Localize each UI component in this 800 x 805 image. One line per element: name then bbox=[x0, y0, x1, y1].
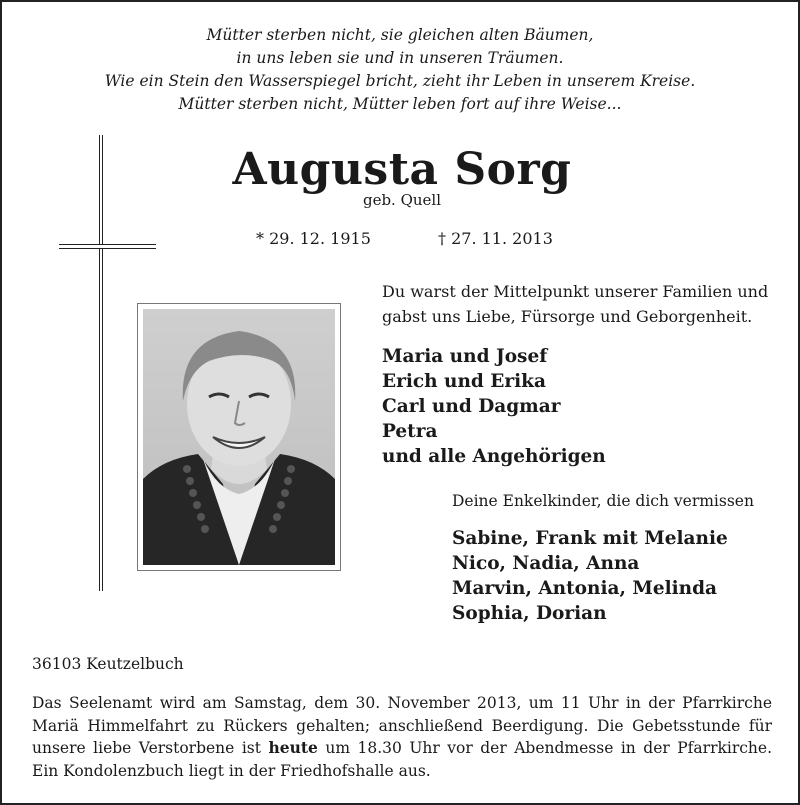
notice-text: um 18.30 Uhr vor der Abendmesse in der Pfarrkirche. bbox=[317, 739, 772, 757]
family-member: Carl und Dagmar bbox=[382, 396, 561, 417]
death-date: † 27. 11. 2013 bbox=[438, 229, 553, 248]
family-member: und alle Angehörigen bbox=[382, 446, 606, 467]
poem bbox=[2, 24, 798, 116]
family-member: Erich und Erika bbox=[382, 371, 546, 392]
grandchildren-line: Sabine, Frank mit Melanie bbox=[452, 528, 728, 549]
grandchildren-list bbox=[452, 526, 728, 626]
portrait-photo bbox=[137, 303, 341, 571]
cross-horizontal-beam bbox=[59, 244, 156, 249]
grandchildren-intro: Deine Enkelkinder, die dich vermissen bbox=[452, 492, 754, 510]
grandchildren-line: Nico, Nadia, Anna bbox=[452, 553, 640, 574]
family-member: Maria und Josef bbox=[382, 346, 548, 367]
notice-line bbox=[32, 737, 772, 760]
notice-line: Ein Kondolenzbuch liegt in der Friedhofshalle aus. bbox=[32, 761, 431, 780]
tribute-text bbox=[382, 279, 768, 329]
service-notice bbox=[32, 692, 772, 782]
address: 36103 Keutzelbuch bbox=[32, 655, 184, 673]
deceased-name: Augusta Sorg bbox=[232, 144, 572, 195]
notice-text: unsere liebe Verstorbene ist bbox=[32, 739, 269, 757]
notice-line: Mariä Himmelfahrt zu Rückers gehalten; anschließend Beerdigung. Die Gebetsstunde für bbox=[32, 716, 772, 735]
poem-line: Mütter sterben nicht, Mütter leben fort auf ihre Weise... bbox=[178, 95, 622, 113]
maiden-name: geb. Quell bbox=[362, 191, 442, 209]
portrait-image bbox=[143, 309, 335, 565]
tribute-line: gabst uns Liebe, Fürsorge und Geborgenheit. bbox=[382, 307, 753, 326]
birth-date: * 29. 12. 1915 bbox=[256, 229, 371, 248]
poem-line: Wie ein Stein den Wasserspiegel bricht, zieht ihr Leben in unserem Kreise. bbox=[104, 72, 696, 90]
notice-emphasis: heute bbox=[268, 738, 318, 757]
family-member: Petra bbox=[382, 421, 438, 442]
tribute-line: Du warst der Mittelpunkt unserer Familien und bbox=[382, 282, 769, 301]
grandchildren-line: Sophia, Dorian bbox=[452, 603, 607, 624]
poem-line: Mütter sterben nicht, sie gleichen alten Bäumen, bbox=[206, 26, 594, 44]
notice-line: Das Seelenamt wird am Samstag, dem 30. November 2013, um 11 Uhr in der Pfarrkirche bbox=[32, 694, 772, 712]
grandchildren-line: Marvin, Antonia, Melinda bbox=[452, 578, 718, 599]
family-list bbox=[382, 344, 606, 469]
poem-line: in uns leben sie und in unseren Träumen. bbox=[236, 49, 564, 67]
